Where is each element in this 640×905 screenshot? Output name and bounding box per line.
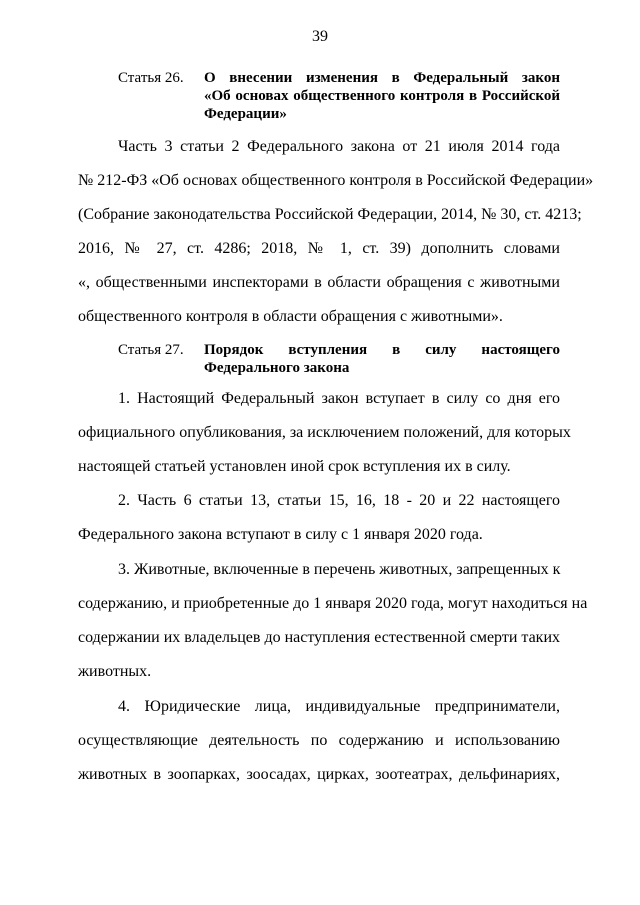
article-26-body-line: «, общественными инспекторами в области обращения с животными [78, 274, 560, 291]
paragraph-line: официального опубликования, за исключением положений, для которых [78, 424, 571, 441]
paragraph-line: 4. Юридические лица, индивидуальные предприниматели, [118, 698, 560, 715]
paragraph-line: содержании их владельцев до наступления естественной смерти таких [78, 629, 561, 646]
article-27-paragraph-1 [78, 390, 571, 476]
article-27-paragraph-4 [78, 698, 560, 798]
article-27-title-line-2: Федерального закона [204, 360, 350, 376]
article-27-label: Статья 27. [118, 342, 184, 358]
paragraph-line: настоящей статьей установлен иной срок вступления их в силу. [78, 458, 511, 475]
paragraph-line: 1. Настоящий Федеральный закон вступает в силу со дня его [118, 390, 560, 407]
article-26-header [118, 70, 560, 126]
paragraph-line: 2. Часть 6 статьи 13, статьи 15, 16, 18 - 20 и 22 настоящего [118, 492, 560, 509]
article-26-body-line: № 212-ФЗ «Об основах общественного контроля в Российской Федерации» [78, 172, 594, 189]
article-26-label: Статья 26. [118, 70, 184, 86]
paragraph-line: 3. Животные, включенные в перечень животных, запрещенных к [118, 561, 561, 578]
article-27-header [118, 342, 560, 380]
article-26-title-line-1: О внесении изменения в Федеральный закон [204, 70, 560, 86]
paragraph-line: Федерального закона вступают в силу с 1 января 2020 года. [78, 526, 483, 543]
article-26-body [78, 138, 594, 328]
paragraph-line: животных. [78, 663, 152, 680]
article-26-title-line-3: Федерации» [204, 106, 287, 122]
paragraph-line: осуществляющие деятельность по содержанию и использованию [78, 732, 560, 749]
article-26-title-line-2: «Об основах общественного контроля в Российской [204, 88, 560, 104]
article-26-body-line: Часть 3 статьи 2 Федерального закона от 21 июля 2014 года [118, 138, 560, 155]
article-27-paragraph-3 [78, 561, 588, 681]
article-26-body-line: (Собрание законодательства Российской Федерации, 2014, № 30, ст. 4213; [78, 206, 582, 223]
paragraph-line: животных в зоопарках, зоосадах, цирках, зоотеатрах, дельфинариях, [78, 766, 560, 783]
article-27-title-line-1: Порядок вступления в силу настоящего [204, 342, 560, 358]
page-number: 39 [312, 28, 328, 45]
article-26-body-line: 2016, № 27, ст. 4286; 2018, № 1, ст. 39) дополнить словами [78, 240, 560, 257]
article-27-paragraph-2 [78, 492, 560, 544]
paragraph-line: содержанию, и приобретенные до 1 января 2020 года, могут находиться на [78, 595, 588, 612]
article-26-body-line: общественного контроля в области обращения с животными». [78, 308, 503, 325]
